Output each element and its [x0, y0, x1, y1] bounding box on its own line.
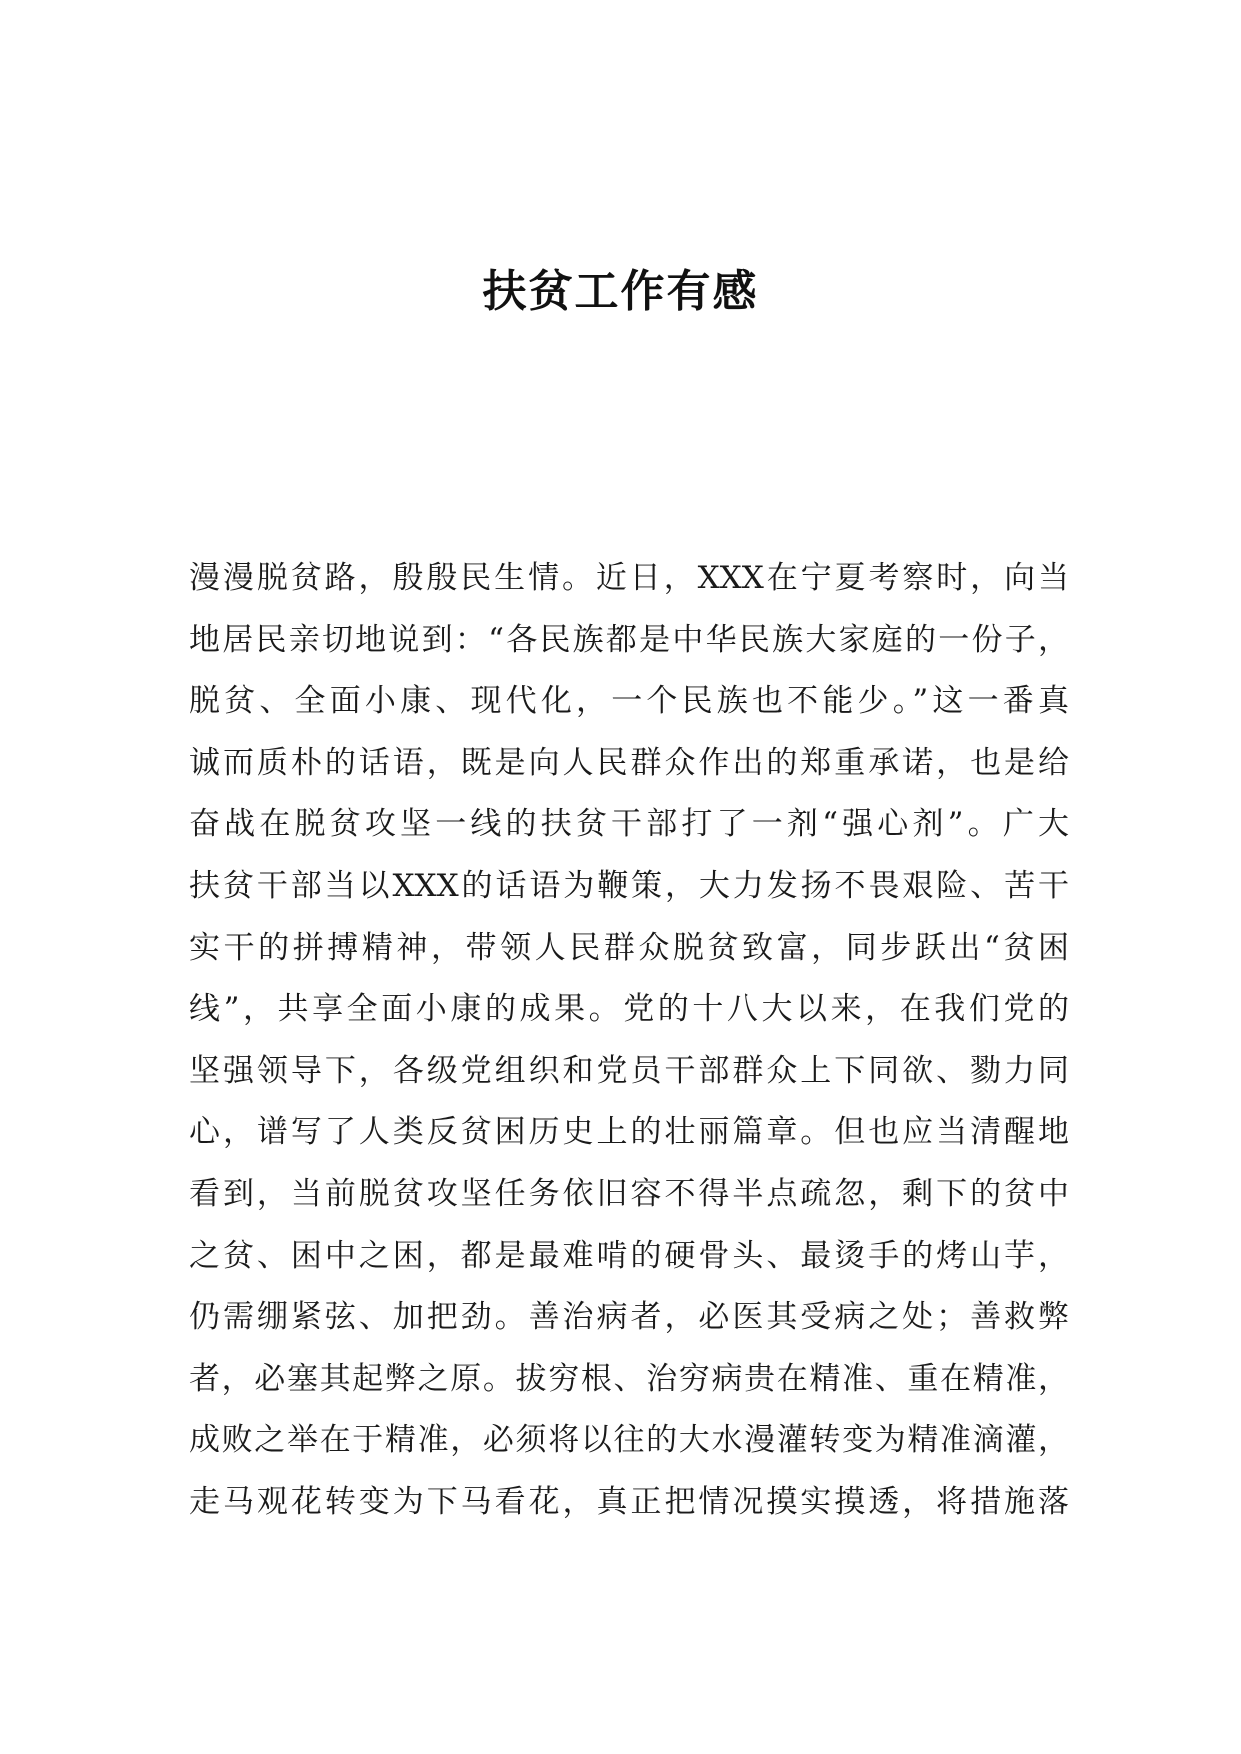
- paragraph-line: 漫漫脱贫路，殷殷民生情。近日，XXX在宁夏考察时，向当: [189, 560, 1069, 596]
- paragraph-line: 地居民亲切地说到：“各民族都是中华民族大家庭的一份子，: [189, 621, 1069, 658]
- paragraph-line: 仍需绷紧弦、加把劲。善治病者，必医其受病之处；善救弊: [189, 1299, 1069, 1336]
- paragraph-line: 心，谱写了人类反贫困历史上的壮丽篇章。但也应当清醒地: [189, 1114, 1069, 1151]
- paragraph-line: 脱贫、全面小康、现代化，一个民族也不能少。”这一番真: [189, 683, 1069, 720]
- paragraph-line: 走马观花转变为下马看花，真正把情况摸实摸透，将措施落: [189, 1483, 1069, 1520]
- paragraph-line: 奋战在脱贫攻坚一线的扶贫干部打了一剂“强心剂”。广大: [189, 806, 1069, 843]
- paragraph-line: 之贫、困中之困，都是最难啃的硬骨头、最烫手的烤山芋，: [189, 1237, 1069, 1274]
- paragraph-line: 成败之举在于精准，必须将以往的大水漫灌转变为精准滴灌，: [189, 1422, 1069, 1459]
- paragraph-line: 扶贫干部当以XXX的话语为鞭策，大力发扬不畏艰险、苦干: [189, 867, 1069, 904]
- paragraph-line: 线”，共享全面小康的成果。党的十八大以来，在我们党的: [189, 991, 1069, 1028]
- body-paragraph: [189, 548, 1069, 1534]
- paragraph-line: 实干的拼搏精神，带领人民群众脱贫致富，同步跃出“贫困: [189, 929, 1069, 966]
- paragraph-line: 看到，当前脱贫攻坚任务依旧容不得半点疏忽，剩下的贫中: [189, 1175, 1069, 1212]
- paragraph-line: 诚而质朴的话语，既是向人民群众作出的郑重承诺，也是给: [189, 744, 1069, 781]
- paragraph-line: 坚强领导下，各级党组织和党员干部群众上下同欲、勠力同: [189, 1052, 1069, 1089]
- document-title: 扶贫工作有感: [482, 266, 759, 317]
- paragraph-line: 者，必塞其起弊之原。拔穷根、治穷病贵在精准、重在精准，: [189, 1360, 1069, 1397]
